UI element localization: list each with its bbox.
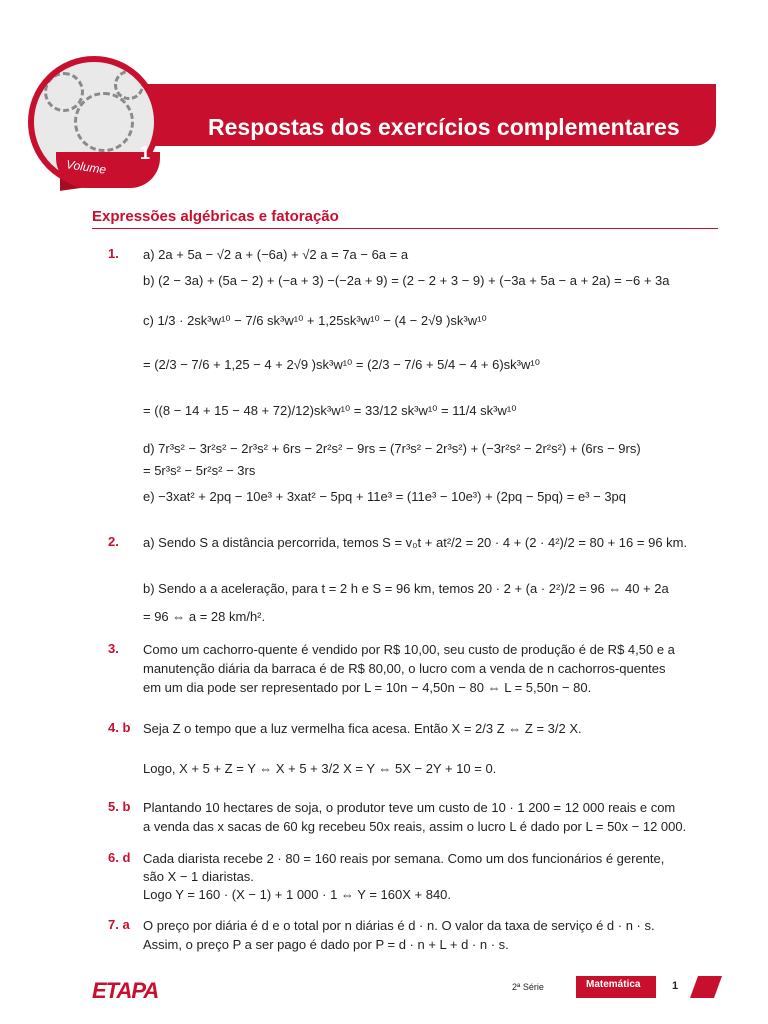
answer-line: manutenção diária da barraca é de R$ 80,00, o lucro com a venda de n cachorros-quentes: [143, 661, 666, 676]
answer-line: O preço por diária é d e o total por n diárias é d · n. O valor da taxa de serviço é d · n · s.: [143, 918, 655, 933]
answer-number: 3.: [108, 641, 119, 656]
answer-line: Seja Z o tempo que a luz vermelha fica acesa. Então X = 2/3 Z ⇔ Z = 3/2 X.: [143, 721, 582, 736]
answer-line: = 5r³s² − 5r²s² − 3rs: [143, 463, 256, 478]
page-title: Respostas dos exercícios complementares: [208, 114, 680, 140]
volume-label: Volume: [65, 157, 108, 177]
answer-line: = 96 ⇔ a = 28 km/h².: [143, 609, 266, 624]
answer-line: e) −3xat² + 2pq − 10e³ + 3xat² − 5pq + 11e³ = (11e³ − 10e³) + (2pq − 5pq) = e³ − 3pq: [143, 489, 627, 504]
answer-number: 7. a: [108, 917, 130, 932]
footer-tail: [690, 976, 722, 998]
answer-number: 4. b: [108, 720, 131, 735]
section-divider: [92, 228, 718, 229]
answer-number: 5. b: [108, 799, 131, 814]
answer-line: são X − 1 diaristas.: [143, 869, 254, 884]
footer-subject: Matemática: [586, 979, 641, 990]
answer-line: c) 1/3 · 2sk³w¹⁰ − 7/6 sk³w¹⁰ + 1,25sk³w¹⁰ − (4 − 2√9 )sk³w¹⁰: [143, 313, 487, 328]
answer-line: b) (2 − 3a) + (5a − 2) + (−a + 3) −(−2a + 9) = (2 − 2 + 3 − 9) + (−3a + 5a − a + 2a) = −6 + 3a: [143, 273, 670, 288]
answer-line: a) 2a + 5a − √2 a + (−6a) + √2 a = 7a − 6a = a: [143, 247, 409, 262]
answer-line: Plantando 10 hectares de soja, o produtor teve um custo de 10 · 1 200 = 12 000 reais e com: [143, 800, 676, 815]
answer-line: Assim, o preço P a ser pago é dado por P = d · n + L + d · n · s.: [143, 937, 509, 952]
answer-line: Logo, X + 5 + Z = Y ⇔ X + 5 + 3/2 X = Y ⇔ 5X − 2Y + 10 = 0.: [143, 761, 497, 776]
answer-number: 6. d: [108, 850, 131, 865]
section-title: Expressões algébricas e fatoração: [92, 208, 339, 225]
answer-line: Como um cachorro-quente é vendido por R$ 10,00, seu custo de produção é de R$ 4,50 e a: [143, 642, 675, 657]
answer-number: 2.: [108, 534, 119, 549]
answer-line: = ((8 − 14 + 15 − 48 + 72)/12)sk³w¹⁰ = 33/12 sk³w¹⁰ = 11/4 sk³w¹⁰: [143, 403, 517, 418]
answer-line: a) Sendo S a distância percorrida, temos S = v₀t + at²/2 = 20 · 4 + (2 · 4²)/2 = 80 + 16 = 96 km.: [143, 535, 688, 550]
page-number: 1: [672, 980, 679, 992]
answer-line: Cada diarista recebe 2 · 80 = 160 reais por semana. Como um dos funcionários é gerente,: [143, 851, 665, 866]
answer-line: em um dia pode ser representado por L = 10n − 4,50n − 80 ⇔ L = 5,50n − 80.: [143, 680, 592, 695]
answer-line: = (2/3 − 7/6 + 1,25 − 4 + 2√9 )sk³w¹⁰ = (2/3 − 7/6 + 5/4 − 4 + 6)sk³w¹⁰: [143, 357, 540, 372]
answer-line: b) Sendo a a aceleração, para t = 2 h e S = 96 km, temos 20 · 2 + (a · 2²)/2 = 96 ⇔ 40 + 2a: [143, 581, 669, 596]
answer-line: a venda das x sacas de 60 kg recebeu 50x reais, assim o lucro L é dado por L = 50x − 12 000.: [143, 819, 687, 834]
answer-line: d) 7r³s² − 3r²s² − 2r³s² + 6rs − 2r²s² − 9rs = (7r³s² − 2r³s²) + (−3r²s² − 2r²s²) + (6rs − 9rs): [143, 441, 641, 456]
volume-number: 1: [140, 143, 151, 163]
answer-line: Logo Y = 160 · (X − 1) + 1 000 · 1 ⇔ Y = 160X + 840.: [143, 887, 452, 902]
answer-number: 1.: [108, 246, 119, 261]
etapa-logo: ETAPA: [92, 978, 159, 1003]
footer-serie: 2ª Série: [512, 982, 544, 992]
